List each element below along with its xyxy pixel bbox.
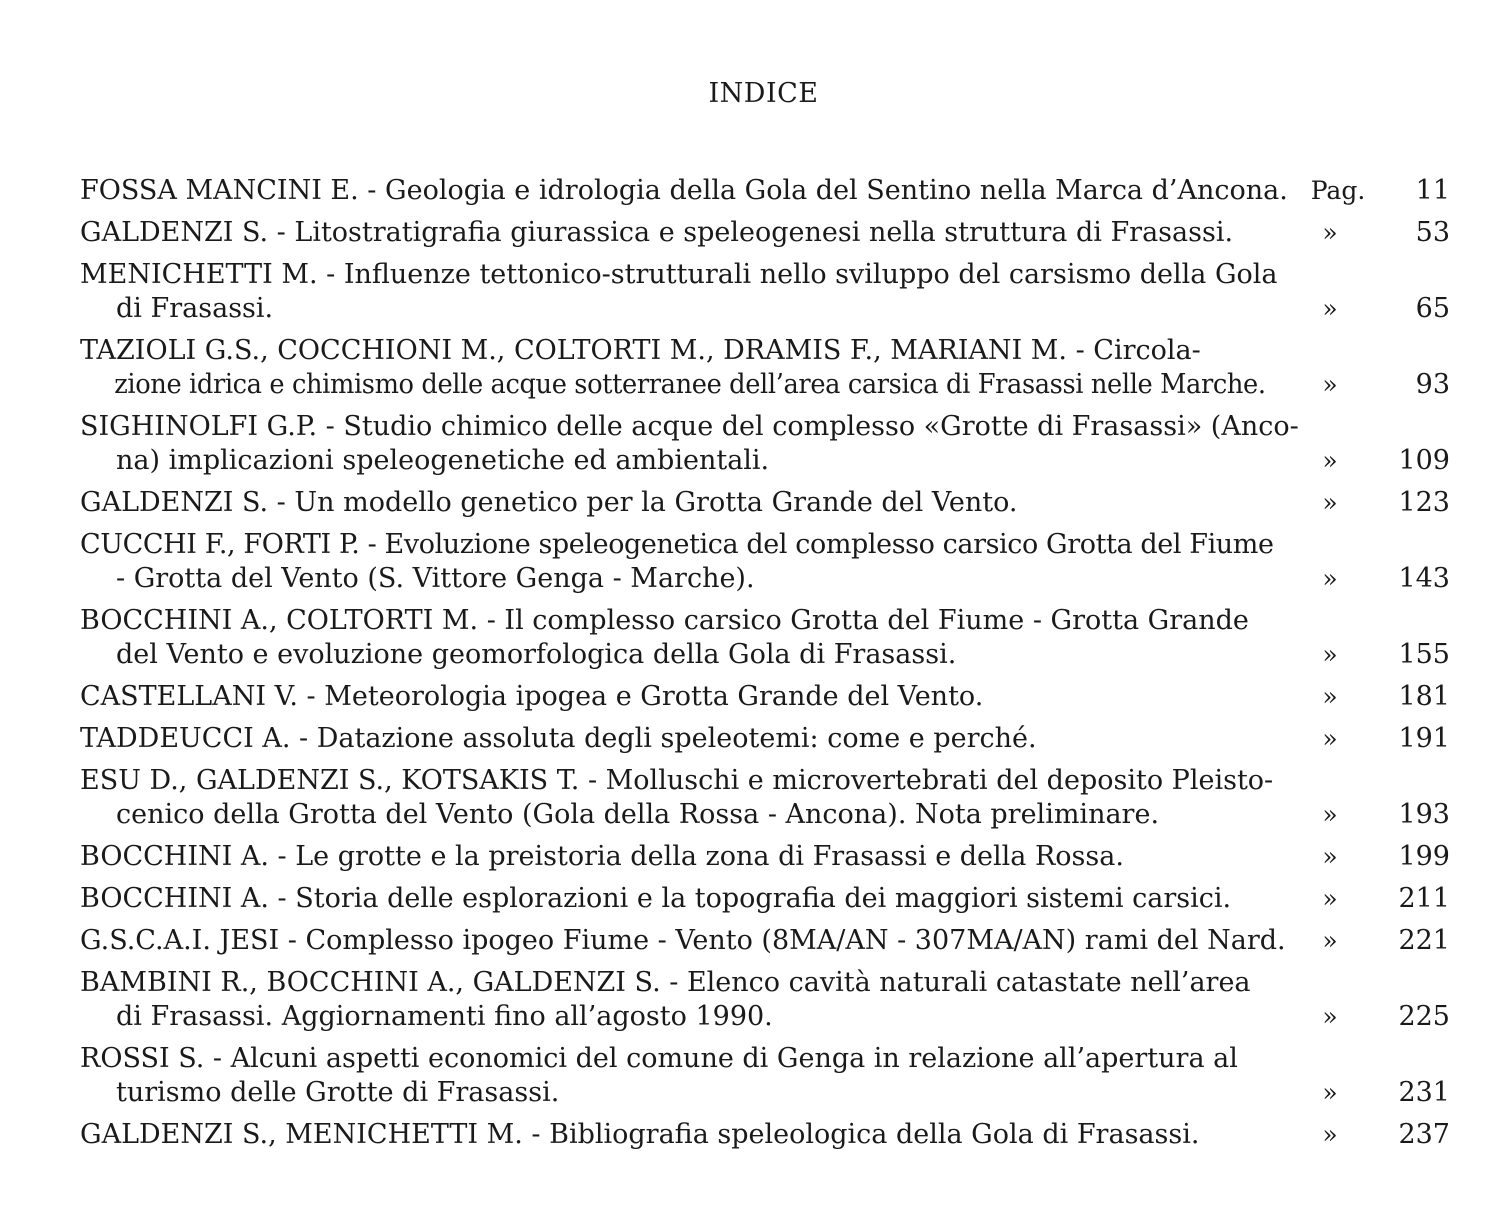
toc-entry: [80, 924, 1450, 958]
toc-entry-line: CASTELLANI V. - Meteorologia ipogea e Grotta Grande del Vento.: [80, 681, 984, 712]
toc-entry-text: [80, 258, 1302, 326]
page-number: 109: [1398, 445, 1450, 476]
page-number: 65: [1415, 293, 1450, 324]
toc-entry-continuation: - Grotta del Vento (S. Vittore Genga - Marche).: [116, 563, 755, 594]
page-number: 193: [1398, 799, 1450, 830]
page-prefix: »: [1322, 1078, 1338, 1107]
toc-entry-line: GALDENZI S., MENICHETTI M. - Bibliografia speleologica della Gola di Frasassi.: [80, 1119, 1200, 1150]
toc-entry-line: SIGHINOLFI G.P. - Studio chimico delle acque del complesso «Grotte di Frasassi» (Anco-: [80, 411, 1299, 442]
toc-entry-text: [80, 882, 1302, 916]
page-number: 237: [1398, 1119, 1450, 1150]
toc-entry: [80, 722, 1450, 756]
toc-entry-text: [80, 486, 1302, 520]
toc-entry-line: BOCCHINI A. - Le grotte e la preistoria della zona di Frasassi e della Rossa.: [80, 841, 1124, 872]
page-number: 123: [1398, 487, 1450, 518]
toc-entry-continuation: cenico della Grotta del Vento (Gola della Rossa - Ancona). Nota preliminare.: [116, 799, 1160, 830]
page-title: INDICE: [708, 78, 819, 109]
table-of-contents: [80, 174, 1450, 1160]
page-prefix: »: [1322, 370, 1338, 399]
page-number: 11: [1415, 175, 1450, 206]
toc-entry-text: [80, 764, 1302, 832]
page-prefix: »: [1322, 640, 1338, 669]
toc-entry: [80, 174, 1450, 208]
page-prefix: »: [1322, 488, 1338, 517]
page-prefix: »: [1322, 926, 1338, 955]
toc-entry-line: ESU D., GALDENZI S., KOTSAKIS T. - Molluschi e microvertebrati del deposito Pleisto-: [80, 765, 1274, 796]
toc-entry: [80, 840, 1450, 874]
toc-entry-line: TADDEUCCI A. - Datazione assoluta degli speleotemi: come e perché.: [80, 723, 1037, 754]
toc-entry-text: [80, 604, 1302, 672]
toc-entry-text: [80, 1042, 1302, 1110]
toc-entry: [80, 528, 1450, 596]
toc-entry-line: BOCCHINI A. - Storia delle esplorazioni e la topografia dei maggiori sistemi carsici.: [80, 883, 1232, 914]
page-prefix: Pag.: [1310, 176, 1366, 205]
page-prefix: »: [1322, 724, 1338, 753]
toc-entry-continuation: zione idrica e chimismo delle acque sotterranee dell’area carsica di Frasassi nelle Marche.: [114, 369, 1266, 400]
toc-entry-line: GALDENZI S. - Litostratigrafia giurassica e speleogenesi nella struttura di Frasassi.: [80, 217, 1234, 248]
page-number: 199: [1398, 841, 1450, 872]
page-number: 211: [1398, 883, 1450, 914]
toc-entry: [80, 1118, 1450, 1152]
page-prefix: »: [1322, 218, 1338, 247]
toc-entry-line: BOCCHINI A., COLTORTI M. - Il complesso carsico Grotta del Fiume - Grotta Grande: [80, 605, 1249, 636]
toc-entry-line: ROSSI S. - Alcuni aspetti economici del comune di Genga in relazione all’apertura al: [80, 1043, 1238, 1074]
page-number: 53: [1415, 217, 1450, 248]
toc-entry: [80, 604, 1450, 672]
toc-entry-text: [80, 528, 1302, 596]
toc-entry-text: [80, 924, 1302, 958]
page-prefix: »: [1322, 446, 1338, 475]
toc-entry-line: GALDENZI S. - Un modello genetico per la Grotta Grande del Vento.: [80, 487, 1018, 518]
toc-entry: [80, 764, 1450, 832]
page-number: 191: [1398, 723, 1450, 754]
toc-entry-line: TAZIOLI G.S., COCCHIONI M., COLTORTI M., DRAMIS F., MARIANI M. - Circola-: [80, 335, 1201, 366]
toc-entry: [80, 216, 1450, 250]
page-number: 181: [1398, 681, 1450, 712]
toc-entry-line: G.S.C.A.I. JESI - Complesso ipogeo Fiume - Vento (8MA/AN - 307MA/AN) rami del Nard.: [80, 925, 1286, 956]
page-number: 93: [1415, 369, 1450, 400]
toc-entry-text: [80, 722, 1302, 756]
page-number: 221: [1398, 925, 1450, 956]
toc-entry-line: CUCCHI F., FORTI P. - Evoluzione speleogenetica del complesso carsico Grotta del Fiume: [80, 529, 1274, 560]
toc-entry: [80, 966, 1450, 1034]
page-number: 231: [1398, 1077, 1450, 1108]
toc-entry-continuation: di Frasassi. Aggiornamenti fino all’agosto 1990.: [116, 1001, 773, 1032]
toc-entry: [80, 410, 1450, 478]
toc-entry-continuation: del Vento e evoluzione geomorfologica della Gola di Frasassi.: [116, 639, 957, 670]
page-number: 143: [1398, 563, 1450, 594]
page-prefix: »: [1322, 842, 1338, 871]
toc-entry-text: [80, 174, 1302, 208]
page-prefix: »: [1322, 884, 1338, 913]
toc-entry-text: [80, 334, 1302, 402]
page-number: 155: [1398, 639, 1450, 670]
toc-entry: [80, 882, 1450, 916]
page-prefix: »: [1322, 564, 1338, 593]
toc-entry-continuation: turismo delle Grotte di Frasassi.: [116, 1077, 560, 1108]
page-prefix: »: [1322, 1120, 1338, 1149]
toc-entry: [80, 1042, 1450, 1110]
page-prefix: »: [1322, 294, 1338, 323]
toc-entry-continuation: di Frasassi.: [116, 293, 274, 324]
toc-entry-line: MENICHETTI M. - Influenze tettonico-strutturali nello sviluppo del carsismo della Gola: [80, 259, 1278, 290]
toc-entry-text: [80, 840, 1302, 874]
toc-entry-text: [80, 410, 1302, 478]
toc-entry-text: [80, 966, 1302, 1034]
toc-entry: [80, 258, 1450, 326]
toc-entry-text: [80, 216, 1302, 250]
toc-entry: [80, 486, 1450, 520]
toc-entry-line: FOSSA MANCINI E. - Geologia e idrologia della Gola del Sentino nella Marca d’Ancona.: [80, 175, 1288, 206]
toc-entry-line: BAMBINI R., BOCCHINI A., GALDENZI S. - Elenco cavità naturali catastate nell’area: [80, 967, 1251, 998]
toc-entry-text: [80, 1118, 1302, 1152]
page-prefix: »: [1322, 800, 1338, 829]
toc-entry-continuation: na) implicazioni speleogenetiche ed ambientali.: [116, 445, 770, 476]
page-number: 225: [1398, 1001, 1450, 1032]
toc-entry: [80, 680, 1450, 714]
toc-entry-text: [80, 680, 1302, 714]
page-prefix: »: [1322, 682, 1338, 711]
toc-entry: [80, 334, 1450, 402]
page-prefix: »: [1322, 1002, 1338, 1031]
